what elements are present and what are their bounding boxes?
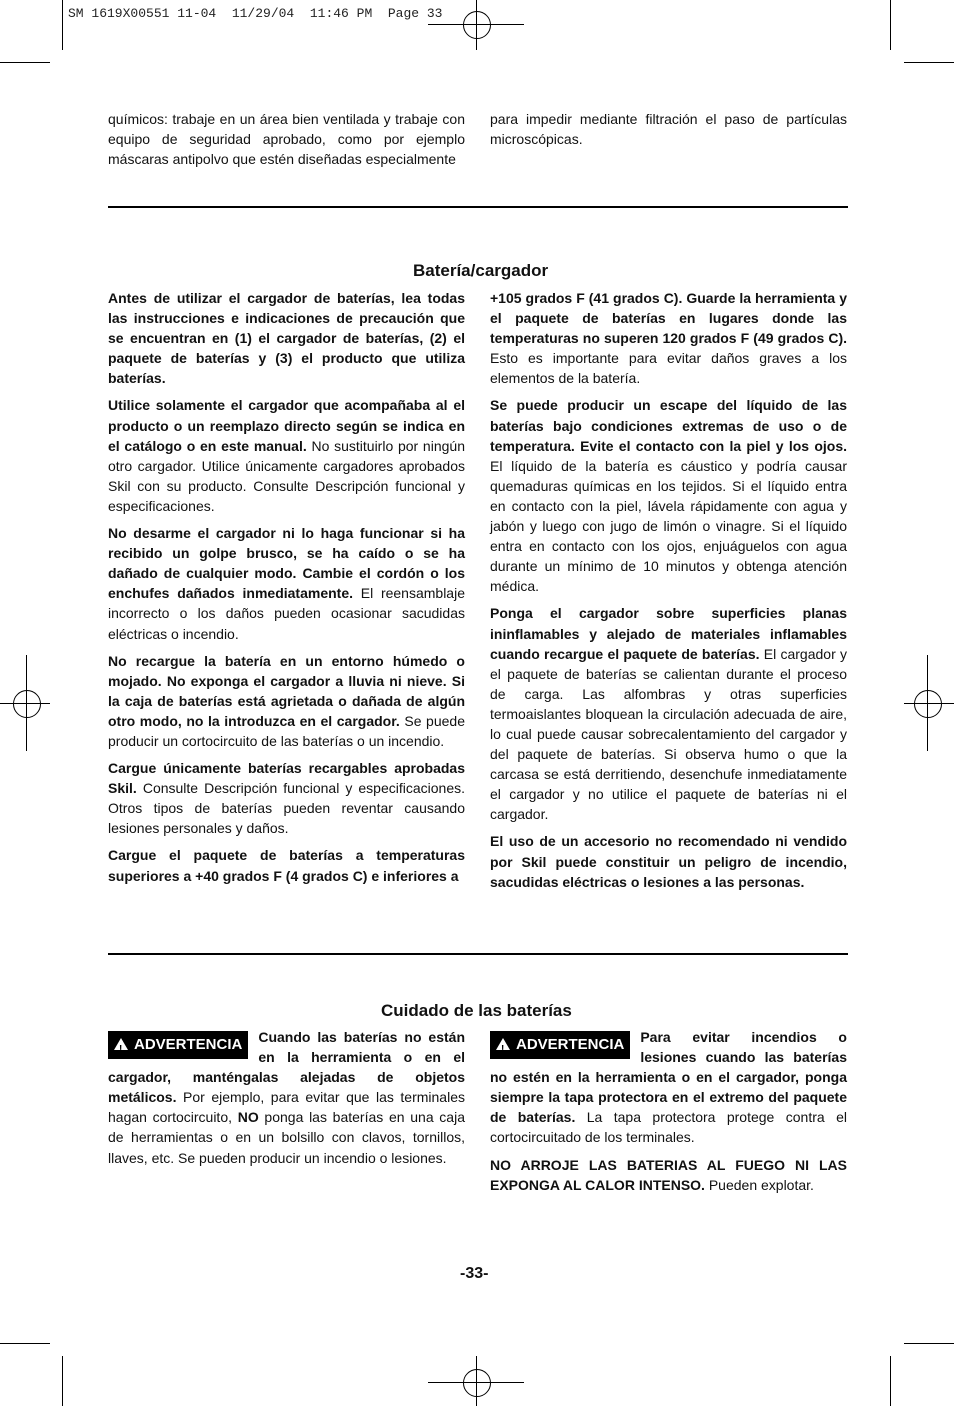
- crop-mark: [890, 1356, 891, 1406]
- paragraph: Se puede producir un escape del líquido de las baterías bajo condiciones extremas de uso o de temperatura. Evite el contacto con la piel y los ojos. El líquido de la batería es cáustico y podría causar quemaduras químicas en los tejidos. Si el líquido entra en contacto con la piel, lávela rápidamente con agua y jabón y luego con jugo de limón o vinagre. Si el líquido entra en contacto con los ojos, enjuáguelos con agua durante un mínimo de 10 minutos y obtenga atención médica.: [490, 397, 847, 595]
- section-title-bateria: Batería/cargador: [413, 261, 549, 280]
- paragraph: +105 grados F (41 grados C). Guarde la herramienta y el paquete de baterías en lugares donde las temperaturas no superen 120 grados F (49 grados C). Esto es importante para evitar daños graves a los elementos de la batería.: [490, 290, 847, 387]
- registration-mark-top: [463, 11, 491, 39]
- paragraph: Cargue únicamente baterías recargables aprobadas Skil. Consulte Descripción funcional y especificaciones. Otros tipos de baterías pueden reventar causando lesiones personales y daños.: [108, 760, 465, 837]
- registration-line: [904, 703, 954, 704]
- registration-mark-left: [13, 690, 41, 718]
- paragraph: !ADVERTENCIA Cuando las baterías no están en la herramienta o en el cargador, manténgalas alejadas de objetos metálicos. Por ejemplo, para evitar que las terminales hagan cortocircuito, NO ponga las baterías en una caja de herramientas o en un bolsillo con clavos, tornillos, llaves, etc. Se pueden producir un incendio o lesiones.: [108, 1027, 465, 1168]
- paragraph: El uso de un accesorio no recomendado ni vendido por Skil puede constituir un peligro de incendio, sacudidas eléctricas o lesiones a las personas.: [490, 833, 847, 890]
- print-slug: SM 1619X00551 11-04 11/29/04 11:46 PM Page 33: [68, 6, 443, 21]
- crop-mark: [904, 62, 954, 63]
- crop-mark: [890, 0, 891, 50]
- warning-badge: !ADVERTENCIA: [108, 1031, 248, 1059]
- crop-mark: [62, 0, 63, 50]
- paragraph: No recargue la batería en un entorno húmedo o mojado. No exponga el cargador a lluvia ni nieve. Si la caja de baterías está agrietada o dañada de algún otro modo, no la introduzca en el cargador. Se puede producir un cortocircuito de las baterías o un incendio.: [108, 652, 465, 749]
- registration-mark-right: [914, 690, 942, 718]
- section-divider: [108, 953, 848, 955]
- registration-line: [428, 24, 524, 25]
- crop-mark: [0, 62, 50, 63]
- bateria-right-column: [490, 288, 847, 899]
- top-right-paragraph: para impedir mediante filtración el paso de partículas microscópicas.: [490, 111, 847, 148]
- registration-line: [476, 1356, 477, 1406]
- page-number: -33-: [460, 1265, 489, 1282]
- crop-mark: [904, 1343, 954, 1344]
- registration-mark-bottom: [463, 1369, 491, 1397]
- cuidado-left-column: [108, 1027, 465, 1175]
- section-title-cuidado: Cuidado de las baterías: [381, 1001, 572, 1020]
- paragraph: No desarme el cargador ni lo haga funcionar si ha recibido un golpe brusco, se ha caído o se ha dañado de cualquier modo. Cambie el cordón o los enchufes dañados inmediatamente. El reensamblaje incorrecto o los daños pueden ocasionar sacudidas eléctricas o incendio.: [108, 525, 465, 642]
- crop-mark: [62, 1356, 63, 1406]
- registration-line: [428, 1382, 524, 1383]
- crop-mark: [0, 1343, 50, 1344]
- registration-line: [0, 703, 50, 704]
- paragraph: Cargue el paquete de baterías a temperaturas superiores a +40 grados F (4 grados C) e inferiores a: [108, 847, 465, 884]
- warning-triangle-icon: [496, 1038, 510, 1050]
- paragraph: Ponga el cargador sobre superficies planas ininflamables y alejado de materiales inflamables cuando recargue el paquete de baterías. El cargador y el paquete de baterías se calientan durante el proceso de carga. Las alfombras y otras superficies termoaislantes bloquean la circulación adecuada de aire, lo cual puede causar sobrecalentamiento del cargador y del paquete de baterías. Si observa humo o que la carcasa se está derritiendo, desenchufe inmediatamente el cargador y no utilice el paquete de baterías ni el cargador.: [490, 605, 848, 823]
- top-left-paragraph: químicos: trabaje en un área bien ventilada y trabaje con equipo de seguridad aprobado, como por ejemplo máscaras antipolvo que estén diseñadas especialmente: [108, 111, 465, 168]
- warning-badge: !ADVERTENCIA: [490, 1031, 630, 1059]
- bateria-left-column: [108, 288, 465, 893]
- warning-triangle-icon: [114, 1038, 128, 1050]
- cuidado-right-column: [490, 1027, 847, 1202]
- section-divider: [108, 206, 848, 208]
- paragraph: Utilice solamente el cargador que acompañaba al el producto o un reemplazo directo según se indica en el catálogo o en este manual. No sustituirlo por ningún otro cargador. Utilice únicamente cargadores aprobados Skil con su producto. Consulte Descripción funcional y especificaciones.: [108, 397, 465, 514]
- paragraph: !ADVERTENCIA Para evitar incendios o lesiones cuando las baterías no estén en la herramienta o en el cargador, ponga siempre la tapa protectora en el extremo del paquete de baterías. La tapa protectora protege contra el cortocircuitado de los terminales.: [490, 1027, 847, 1148]
- paragraph: Antes de utilizar el cargador de baterías, lea todas las instrucciones e indicaciones de precaución que se encuentran en (1) el cargador de baterías, (2) el paquete de baterías y (3) el producto que utiliza baterías.: [108, 290, 465, 387]
- registration-line: [476, 0, 477, 50]
- paragraph: NO ARROJE LAS BATERIAS AL FUEGO NI LAS EXPONGA AL CALOR INTENSO. Pueden explotar.: [490, 1156, 847, 1193]
